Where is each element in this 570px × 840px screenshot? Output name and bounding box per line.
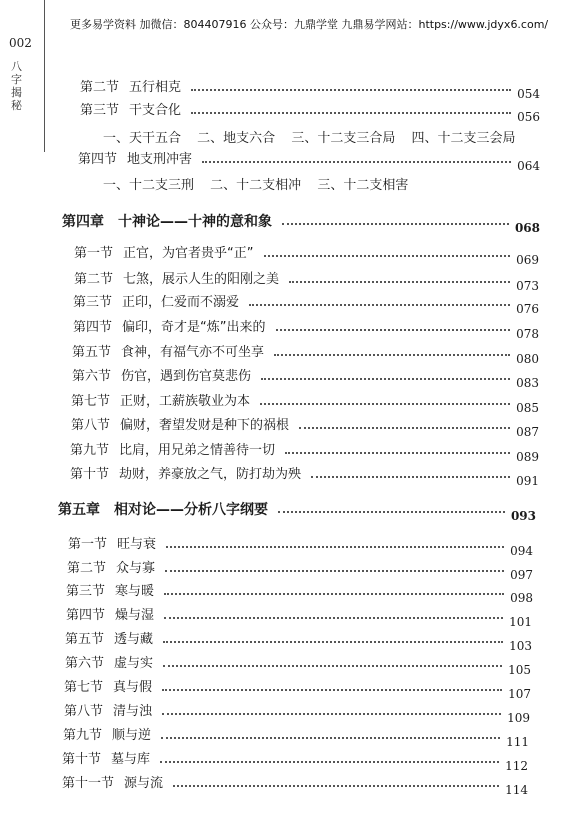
- toc-section-number: 第十节: [62, 752, 102, 767]
- toc-entry[interactable]: [66, 584, 533, 605]
- toc-section-number: 第一节: [68, 537, 108, 552]
- toc-entry[interactable]: [64, 704, 530, 725]
- toc-subitem[interactable]: 二、十二支相冲: [210, 178, 302, 193]
- toc-page-number: 097: [510, 568, 533, 582]
- toc-entry[interactable]: [67, 561, 533, 582]
- toc-leader-dots: [166, 537, 504, 548]
- toc-section-title: 偏财，奢望发财是种下的祸根: [120, 418, 290, 433]
- toc-entry-ch3-s4[interactable]: [78, 152, 540, 173]
- toc-leader-dots: [276, 320, 511, 331]
- toc-section-number: 第十一节: [62, 776, 115, 791]
- toc-entry[interactable]: [65, 632, 532, 653]
- toc-section-title: 正财，工薪族敬业为本: [120, 394, 251, 409]
- toc-section-title: 旺与衰: [117, 537, 157, 552]
- toc-leader-dots: [165, 561, 504, 572]
- toc-page-number: 064: [517, 159, 540, 173]
- toc-section-title: 真与假: [113, 680, 153, 695]
- toc-leader-dots: [164, 584, 504, 595]
- toc-leader-dots: [191, 103, 511, 114]
- toc-entry[interactable]: [72, 345, 539, 366]
- toc-section-number: 第三节: [80, 103, 120, 118]
- toc-entry[interactable]: [68, 537, 533, 558]
- toc-leader-dots: [173, 776, 499, 787]
- toc-section-title: 众与寡: [116, 561, 156, 576]
- toc-section-title: 正官，为官者贵乎“正”: [123, 246, 254, 261]
- toc-leader-dots: [260, 394, 510, 405]
- toc-leader-dots: [160, 752, 499, 763]
- toc-leader-dots: [261, 369, 510, 380]
- toc-section-number: 第九节: [70, 443, 110, 458]
- toc-leader-dots: [162, 680, 502, 691]
- toc-entry[interactable]: [73, 295, 539, 316]
- toc-leader-dots: [161, 728, 500, 739]
- toc-leader-dots: [162, 704, 501, 715]
- toc-section-number: 第五节: [65, 632, 105, 647]
- toc-subitem[interactable]: 三、十二支相害: [317, 178, 409, 193]
- toc-section-number: 第三节: [66, 584, 106, 599]
- toc-entry-ch3-s3[interactable]: [80, 103, 540, 124]
- toc-section-number: 第四节: [78, 152, 118, 167]
- toc-entry[interactable]: [62, 752, 528, 773]
- toc-subitems-ch3-s4: [103, 178, 420, 194]
- toc-entry[interactable]: [65, 656, 531, 677]
- toc-leader-dots: [163, 656, 502, 667]
- toc-section-number: 第四节: [66, 608, 106, 623]
- toc-subitem[interactable]: 一、十二支三刑: [103, 178, 195, 193]
- toc-section-title: 干支合化: [129, 103, 182, 118]
- toc-section-number: 第十节: [70, 467, 110, 482]
- toc-section-number: 第八节: [64, 704, 104, 719]
- toc-page-number: 101: [509, 615, 532, 629]
- page-number: 002: [9, 36, 32, 50]
- toc-section-title: 顺与逆: [112, 728, 152, 743]
- toc-page-number: 076: [516, 302, 539, 316]
- toc-entry[interactable]: [70, 467, 539, 488]
- toc-leader-dots: [249, 295, 510, 306]
- toc-leader-dots: [282, 214, 509, 225]
- toc-section-number: 第七节: [64, 680, 104, 695]
- toc-section-title: 五行相克: [129, 80, 182, 95]
- toc-leader-dots: [278, 502, 505, 513]
- toc-page-number: 091: [516, 474, 539, 488]
- toc-section-title: 正印，仁爱而不溺爱: [122, 295, 240, 310]
- toc-page-number: 080: [516, 352, 539, 366]
- toc-leader-dots: [274, 345, 510, 356]
- toc-section-number: 第二节: [67, 561, 107, 576]
- toc-leader-dots: [264, 246, 511, 257]
- toc-chapter-4[interactable]: [62, 214, 540, 235]
- toc-subitem[interactable]: 二、地支六合: [197, 131, 276, 146]
- toc-leader-dots: [289, 272, 510, 283]
- toc-page-number: 083: [516, 376, 539, 390]
- toc-leader-dots: [299, 418, 510, 429]
- toc-chapter-5[interactable]: [58, 502, 536, 523]
- toc-page-number: 111: [506, 735, 529, 749]
- toc-section-number: 第六节: [65, 656, 105, 671]
- toc-page-number: 056: [517, 110, 540, 124]
- toc-leader-dots: [191, 80, 511, 91]
- toc-section-number: 第五节: [72, 345, 112, 360]
- toc-leader-dots: [311, 467, 510, 478]
- toc-entry[interactable]: [72, 369, 539, 390]
- toc-subitem[interactable]: 三、十二支三合局: [291, 131, 396, 146]
- toc-section-title: 比肩，用兄弟之情善待一切: [119, 443, 276, 458]
- toc-section-title: 七煞，展示人生的阳刚之美: [123, 272, 280, 287]
- toc-section-title: 寒与暖: [115, 584, 155, 599]
- toc-section-title: 虚与实: [114, 656, 154, 671]
- toc-section-title: 伤官，遇到伤官莫悲伤: [121, 369, 252, 384]
- toc-subitem[interactable]: 一、天干五合: [103, 131, 182, 146]
- toc-section-number: 第二节: [80, 80, 120, 95]
- running-title: 八字揭秘: [11, 60, 22, 112]
- toc-leader-dots: [164, 608, 503, 619]
- toc-entry[interactable]: [73, 320, 539, 341]
- toc-section-number: 第七节: [71, 394, 111, 409]
- toc-section-title: 燥与湿: [115, 608, 155, 623]
- toc-section-title: 地支刑冲害: [127, 152, 193, 167]
- toc-chapter-title: 相对论——分析八字纲要: [114, 502, 268, 518]
- toc-entry[interactable]: [62, 776, 528, 797]
- toc-entry[interactable]: [74, 272, 539, 293]
- toc-section-title: 源与流: [124, 776, 164, 791]
- toc-entry[interactable]: [63, 728, 529, 749]
- toc-section-number: 第三节: [73, 295, 113, 310]
- toc-page-number: 085: [516, 401, 539, 415]
- toc-page-number: 087: [516, 425, 539, 439]
- toc-page-number: 105: [508, 663, 531, 677]
- toc-section-title: 墓与库: [111, 752, 151, 767]
- toc-section-number: 第四节: [73, 320, 113, 335]
- toc-page-number: 107: [508, 687, 531, 701]
- toc-page-number: 103: [509, 639, 532, 653]
- toc-leader-dots: [163, 632, 503, 643]
- toc-section-title: 清与浊: [113, 704, 153, 719]
- toc-entry[interactable]: [66, 608, 532, 629]
- toc-section-number: 第一节: [74, 246, 114, 261]
- toc-page-number: 069: [516, 253, 539, 267]
- toc-entry[interactable]: [71, 394, 539, 415]
- toc-entry[interactable]: [71, 418, 539, 439]
- toc-section-title: 偏印，奇才是“炼”出来的: [122, 320, 266, 335]
- toc-page-number: 093: [510, 509, 536, 523]
- toc-section-number: 第八节: [71, 418, 111, 433]
- toc-page-number: 089: [516, 450, 539, 464]
- toc-page-number: 073: [516, 279, 539, 293]
- toc-subitem[interactable]: 四、十二支三会局: [411, 131, 516, 146]
- toc-page-number: 078: [516, 327, 539, 341]
- toc-page-number: 114: [505, 783, 528, 797]
- toc-leader-dots: [202, 152, 511, 163]
- toc-section-number: 第六节: [72, 369, 112, 384]
- toc-page-number: 098: [510, 591, 533, 605]
- toc-page-number: 054: [517, 87, 540, 101]
- toc-chapter-number: 第五章: [58, 502, 100, 518]
- toc-subitems-ch3-s3: [103, 131, 527, 147]
- toc-page-number: 068: [514, 221, 540, 235]
- toc-page-number: 112: [505, 759, 528, 773]
- toc-entry[interactable]: [64, 680, 531, 701]
- header-banner: 更多易学资料 加微信：804407916 公众号：九鼎学堂 九鼎易学网站：https://www.jdyx6.com/: [70, 18, 549, 31]
- toc-page-number: 109: [507, 711, 530, 725]
- toc-section-title: 劫财，养豪放之气，防打劫为殃: [119, 467, 302, 482]
- toc-chapter-title: 十神论——十神的意和象: [118, 214, 272, 230]
- toc-chapter-number: 第四章: [62, 214, 104, 230]
- toc-page-number: 094: [510, 544, 533, 558]
- toc-section-title: 食神，有福气亦不可坐享: [121, 345, 265, 360]
- toc-entry-ch3-s2[interactable]: [80, 80, 540, 101]
- toc-section-number: 第二节: [74, 272, 114, 287]
- toc-leader-dots: [285, 443, 510, 454]
- toc-entry[interactable]: [70, 443, 539, 464]
- toc-section-title: 透与藏: [114, 632, 154, 647]
- toc-section-number: 第九节: [63, 728, 103, 743]
- toc-entry[interactable]: [74, 246, 539, 267]
